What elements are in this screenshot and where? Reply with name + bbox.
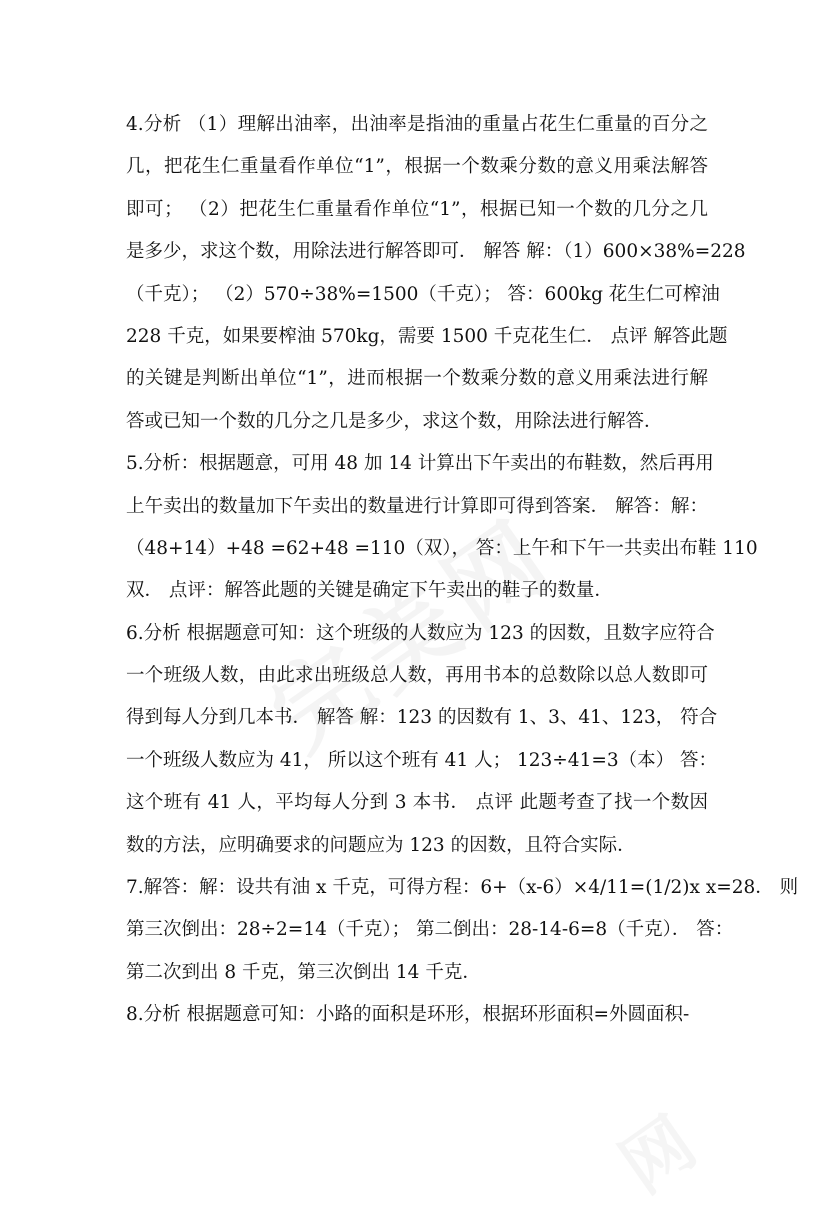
text-line: 上午卖出的数量加下午卖出的数量进行计算即可得到答案． 解答：解： bbox=[126, 495, 708, 517]
text-line: （千克）； （2）570÷38%=1500（千克）； 答：600kg 花生仁可榨油 bbox=[126, 283, 720, 305]
text-line: 5.分析：根据题意，可用 48 加 14 计算出下午卖出的布鞋数，然后再用 bbox=[126, 453, 714, 475]
text-line: 228 千克，如果要榨油 570kg，需要 1500 千克花生仁． 点评 解答此题 bbox=[126, 325, 728, 347]
text-line: 数的方法，应明确要求的问题应为 123 的因数，且符合实际． bbox=[126, 834, 636, 856]
text-line: 即可； （2）把花生仁重量看作单位“1”，根据已知一个数的几分之几 bbox=[126, 198, 708, 220]
text-line: 一个班级人数，由此求出班级总人数，再用书本的总数除以总人数即可 bbox=[126, 665, 708, 687]
text-line: 的关键是判断出单位“1”，进而根据一个数乘分数的意义用乘法进行解 bbox=[126, 368, 708, 390]
text-line: 答或已知一个数的几分之几是多少，求这个数，用除法进行解答． bbox=[126, 410, 663, 432]
text-line: 这个班有 41 人，平均每人分到 3 本书． 点评 此题考查了找一个数因 bbox=[126, 792, 708, 814]
text-line: 得到每人分到几本书． 解答 解：123 的因数有 1、3、41、123， 符合 bbox=[126, 707, 718, 729]
text-line: （48+14）+48 =62+48 =110（双）， 答：上午和下午一共卖出布鞋 110 bbox=[126, 537, 758, 559]
text-line: 4.分析 （1）理解出油率，出油率是指油的重量占花生仁重量的百分之 bbox=[126, 114, 708, 135]
text-line: 是多少，求这个数，用除法进行解答即可． 解答 解：（1）600×38%=228 bbox=[126, 241, 746, 263]
text-line: 7.解答：解：设共有油 x 千克，可得方程：6+（x-6）×4/11=(1/2)x x=28． 则 bbox=[126, 877, 799, 899]
text-line: 第三次倒出：28÷2=14（千克）； 第二倒出：28-14-6=8（千克）． 答： bbox=[126, 919, 734, 941]
text-line: 双． 点评：解答此题的关键是确定下午卖出的鞋子的数量． bbox=[126, 580, 613, 602]
text-line: 8.分析 根据题意可知：小路的面积是环形，根据环形面积=外圆面积- bbox=[126, 1004, 690, 1026]
text-line: 第二次到出 8 千克，第三次倒出 14 千克． bbox=[126, 961, 481, 983]
text-line: 6.分析 根据题意可知：这个班级的人数应为 123 的因数，且数字应符合 bbox=[126, 622, 715, 644]
text-line: 几，把花生仁重量看作单位“1”，根据一个数乘分数的意义用乘法解答 bbox=[126, 156, 708, 178]
answer-text-block bbox=[126, 104, 799, 1037]
watermark-bottom bbox=[597, 1089, 712, 1212]
text-line: 一个班级人数应为 41， 所以这个班有 41 人； 123÷41=3（本） 答： bbox=[126, 749, 717, 771]
